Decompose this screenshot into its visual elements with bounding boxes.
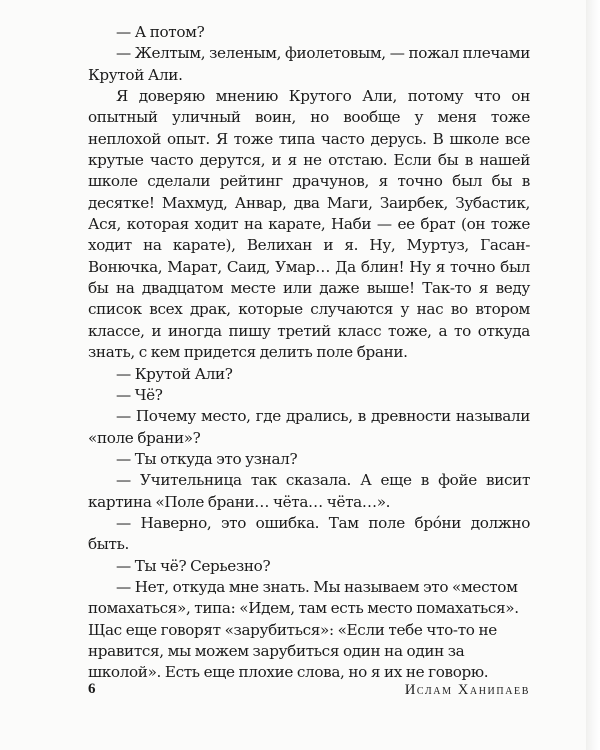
paragraph-10: — Ты чё? Серьезно?: [116, 556, 271, 575]
paragraph-11: — Нет, откуда мне знать. Мы называем это «местом помахаться», типа: «Идем, там есть место помахаться». Щас еще говорят «зарубиться»: «Если тебе что-то не нравится, мы можем зарубиться один на один за школой». Есть еще плохие слова, но я их не говорю.: [88, 577, 519, 682]
page-number: 6: [88, 681, 96, 697]
paragraph-6: — Почему место, где дрались, в древности называли «поле брани»?: [88, 407, 530, 447]
page-edge-shadow: [586, 0, 600, 750]
paragraph-3: Я доверяю мнению Крутого Али, потому что он опытный уличный воин, но вообще у меня тоже неплохой опыт. Я тоже типа часто дерусь. В школе все крутые часто дерутся, и я не отстаю. Если бы в нашей школе сделали рейтинг драчунов, я точно был бы в десятке! Махмуд, Анвар, два Маги, Заирбек, Зубастик, Ася, которая ходит на карате, Наби — ее брат (он тоже ходит на карате), Велихан и я. Ну, Муртуз, Гасан-Вонючка, Марат, Саид, Умар… Да блин! Ну я точно был бы на двадцатом месте или даже выше! Так-то я веду список всех драк, которые случаются у нас во втором классе, и иногда пишу третий класс тоже, а то откуда знать, с кем придется делить поле брани.: [88, 87, 530, 362]
paragraph-8: — Учительница так сказала. А еще в фойе висит картина «Поле брани… чёта… чёта…».: [88, 471, 530, 511]
paragraph-2: — Желтым, зеленым, фиолетовым, — пожал плечами Крутой Али.: [88, 44, 530, 84]
page-body-text: [88, 22, 530, 684]
running-head-author: Ислам Ханипаев: [404, 682, 530, 698]
paragraph-1: — А потом?: [116, 23, 205, 41]
paragraph-5: — Чё?: [116, 385, 163, 404]
paragraph-9: — Наверно, это ошибка. Там поле бро́ни должно быть.: [88, 513, 530, 554]
paragraph-7: — Ты откуда это узнал?: [116, 449, 298, 468]
page-footer: [88, 681, 530, 701]
paragraph-4: — Крутой Али?: [116, 364, 233, 383]
